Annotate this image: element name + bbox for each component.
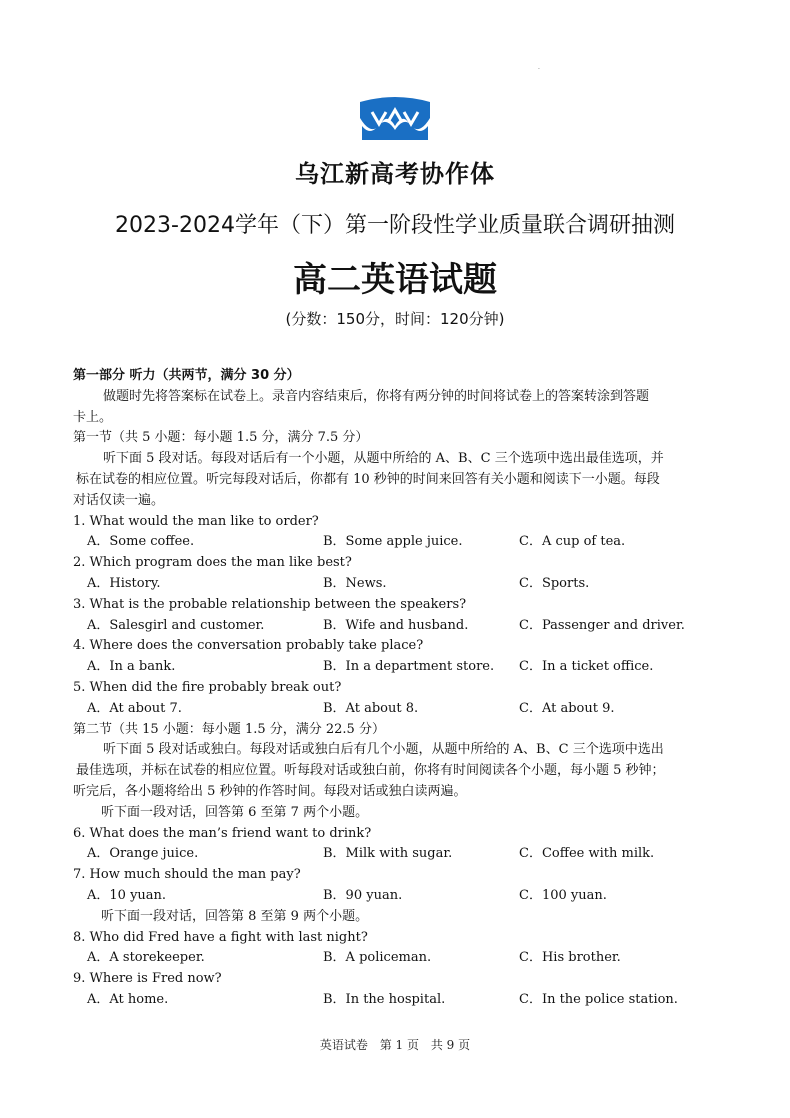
option-c: C．Sports.	[519, 575, 590, 591]
option-a: A．In a bank.	[87, 659, 176, 675]
section1-instruction: 听下面 5 段对话。每段对话后有一个小题，从题中所给的 A、B、C 三个选项中选出最佳选项，并	[103, 451, 664, 467]
section1-instruction: 标在试卷的相应位置。听完每段对话后，你都有 10 秒钟的时间来回答有关小题和阅读下一小题。每段	[76, 471, 660, 487]
question-block	[73, 865, 723, 907]
section2-instruction: 听下面 5 段对话或独白。每段对话或独白后有几个小题，从题中所给的 A、B、C 三个选项中选出	[103, 742, 664, 758]
question-text: 8. Who did Fred have a fight with last night?	[73, 929, 368, 945]
score-time-info: (分数：150分，时间：120分钟)	[285, 310, 505, 328]
option-a: A．History.	[87, 575, 161, 591]
option-c: C．100 yuan.	[519, 887, 607, 903]
option-a: A．At about 7.	[87, 700, 182, 716]
dialogue-note: 听下面一段对话，回答第 6 至第 7 两个小题。	[101, 804, 369, 820]
stray-mark: ·	[538, 66, 540, 73]
question-block	[73, 553, 723, 595]
section2-title: 第二节（共 15 小题：每小题 1.5 分，满分 22.5 分）	[73, 721, 385, 737]
section2-instruction: 最佳选项，并标在试卷的相应位置。听每段对话或独白前，你将有时间阅读各个小题，每小题 5 秒钟；	[76, 763, 665, 779]
footer-subject: 英语试卷	[319, 1038, 368, 1052]
question-text: 1. What would the man like to order?	[73, 513, 319, 529]
instruction-line: 卡上。	[73, 409, 113, 425]
part1-heading: 第一部分 听力（共两节，满分 30 分）	[73, 368, 300, 383]
option-a: A．10 yuan.	[87, 887, 167, 903]
option-c: C．His brother.	[519, 950, 621, 966]
footer-page: 第 1 页	[379, 1038, 419, 1052]
dialogue-note: 听下面一段对话，回答第 8 至第 9 两个小题。	[101, 908, 369, 924]
option-row	[73, 657, 723, 678]
option-b: B．In the hospital.	[323, 991, 446, 1007]
exam-title: 2023-2024学年（下）第一阶段性学业质量联合调研抽测	[115, 213, 675, 238]
question-text: 2. Which program does the man like best?	[73, 555, 352, 571]
option-row	[73, 574, 723, 595]
option-c: C．At about 9.	[519, 700, 615, 716]
option-b: B．Milk with sugar.	[323, 846, 453, 862]
option-b: B．A policeman.	[323, 950, 432, 966]
question-block	[73, 928, 723, 970]
question-block	[73, 636, 723, 678]
question-block	[73, 512, 723, 554]
option-row	[73, 699, 723, 720]
question-block	[73, 678, 723, 720]
section1-title: 第一节（共 5 小题：每小题 1.5 分，满分 7.5 分）	[73, 430, 369, 446]
option-row	[73, 616, 723, 637]
option-a: A．A storekeeper.	[87, 950, 205, 966]
wujiang-logo-icon	[356, 96, 434, 142]
option-c: C．Passenger and driver.	[519, 617, 685, 633]
option-row	[73, 886, 723, 907]
option-b: B．Some apple juice.	[323, 534, 463, 550]
question-block	[73, 595, 723, 637]
option-c: C．Coffee with milk.	[519, 846, 655, 862]
section2-instruction: 听完后，各小题将给出 5 秒钟的作答时间。每段对话或独白读两遍。	[73, 783, 467, 799]
question-text: 4. Where does the conversation probably take place?	[73, 638, 424, 654]
logo-text: 乌江新高考协作体	[295, 160, 495, 188]
option-row	[73, 948, 723, 969]
instruction-line: 做题时先将答案标在试卷上。录音内容结束后，你将有两分钟的时间将试卷上的答案转涂到答题	[103, 388, 650, 404]
exam-subject-title: 高二英语试题	[293, 260, 497, 300]
question-text: 7. How much should the man pay?	[73, 867, 301, 883]
option-b: B．Wife and husband.	[323, 617, 469, 633]
option-a: A．Orange juice.	[87, 846, 199, 862]
option-b: B．90 yuan.	[323, 887, 403, 903]
option-a: A．Salesgirl and customer.	[87, 617, 265, 633]
question-text: 6. What does the man’s friend want to drink?	[73, 825, 372, 841]
footer-total: 共 9 页	[430, 1038, 471, 1052]
option-a: A．At home.	[87, 991, 169, 1007]
option-row	[73, 990, 723, 1011]
option-b: B．News.	[323, 575, 387, 591]
option-b: B．At about 8.	[323, 700, 419, 716]
option-row	[73, 844, 723, 865]
option-c: C．A cup of tea.	[519, 534, 626, 550]
option-c: C．In a ticket office.	[519, 659, 654, 675]
option-a: A．Some coffee.	[87, 534, 195, 550]
section1-instruction: 对话仅读一遍。	[73, 492, 165, 508]
option-b: B．In a department store.	[323, 659, 495, 675]
exam-content	[73, 366, 723, 1011]
question-text: 9. Where is Fred now?	[73, 971, 222, 987]
option-c: C．In the police station.	[519, 991, 678, 1007]
question-block	[73, 969, 723, 1011]
page-footer	[0, 1036, 790, 1053]
question-block	[73, 824, 723, 866]
question-text: 5. When did the fire probably break out?	[73, 679, 342, 695]
option-row	[73, 532, 723, 553]
question-text: 3. What is the probable relationship between the speakers?	[73, 596, 467, 612]
